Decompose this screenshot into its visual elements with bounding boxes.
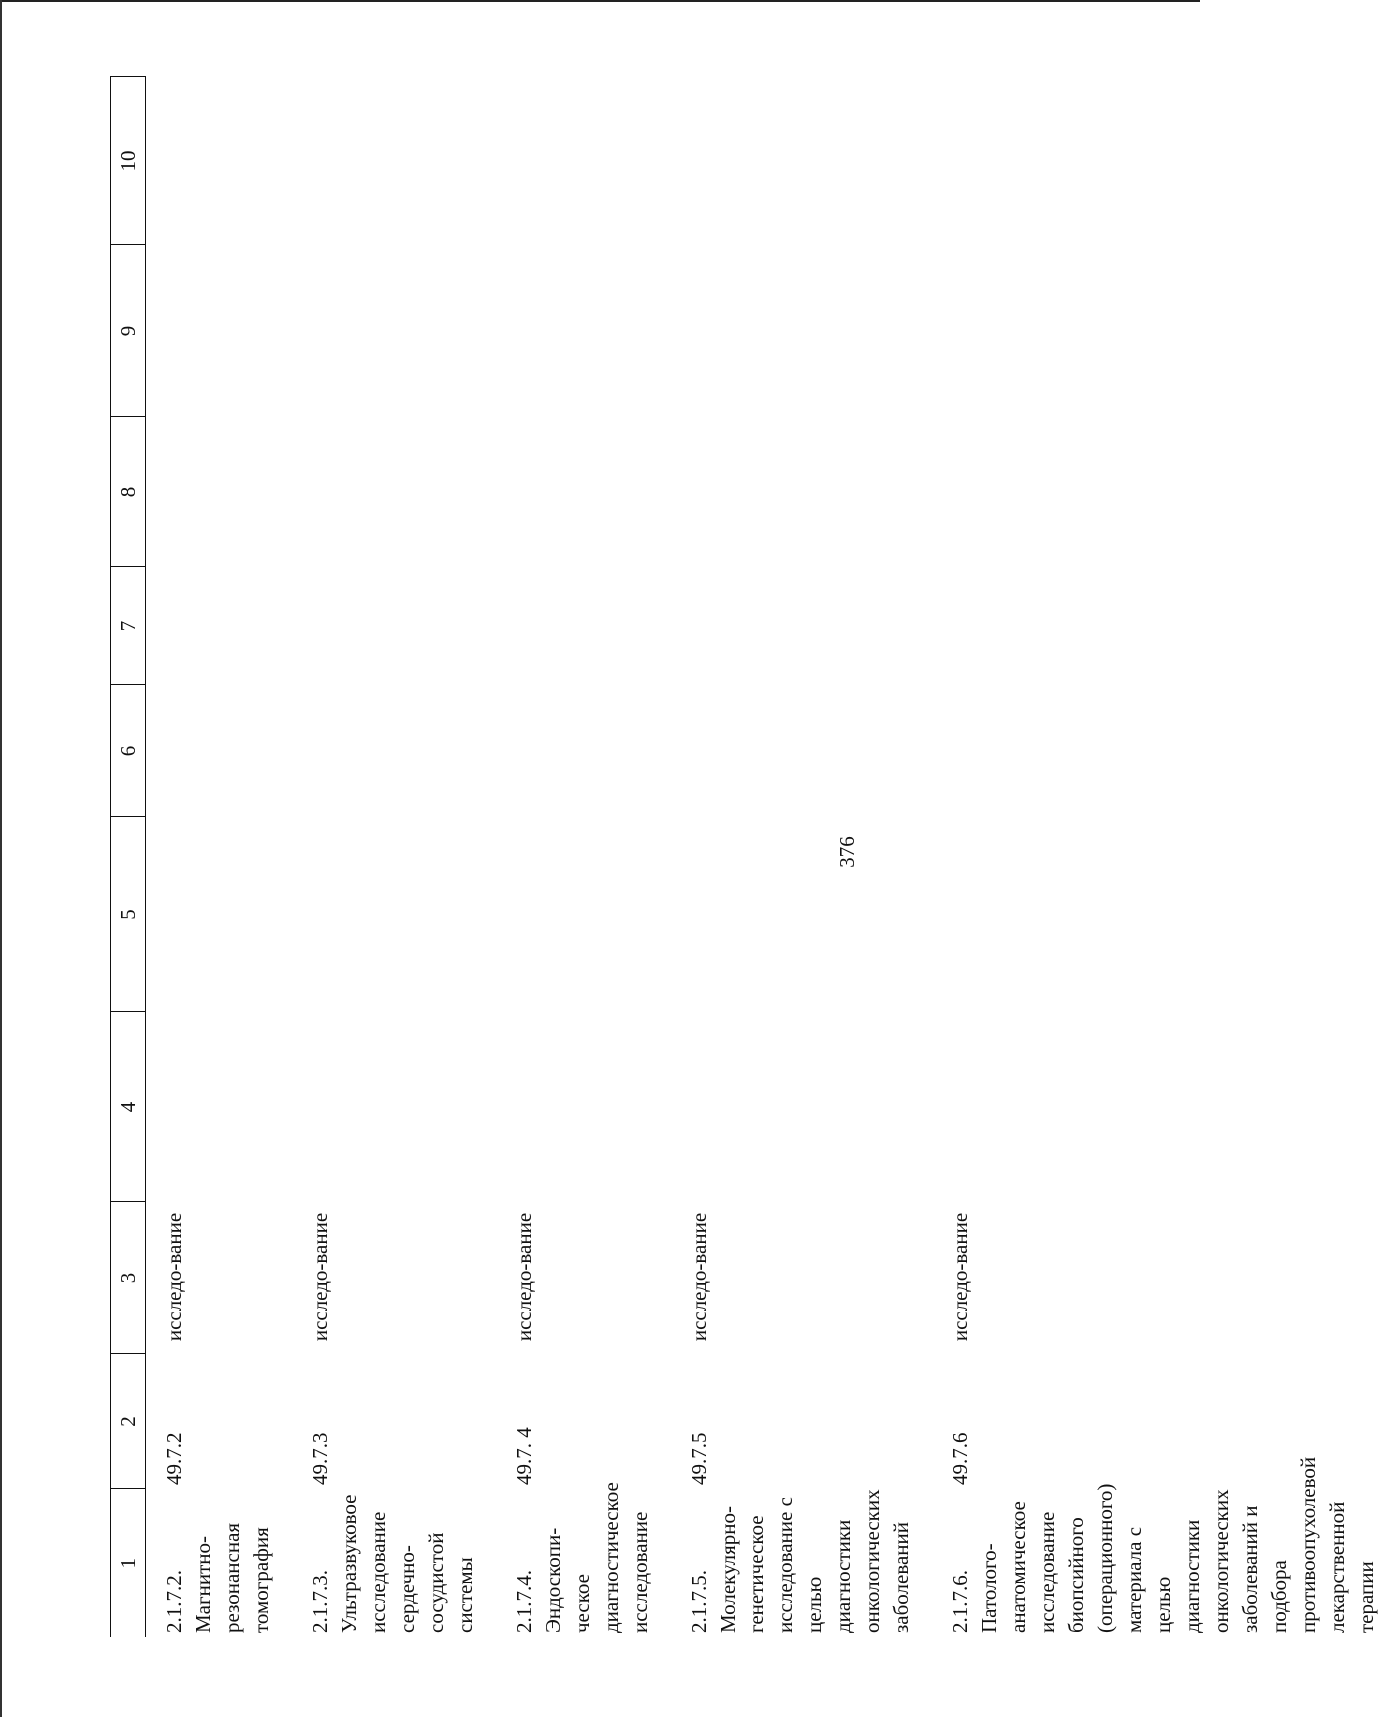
table-row [671,77,933,1637]
column-header: 6 [111,685,146,817]
row-name: 2.1.7.6. Патолого-анатомическое исследование биопсийного (операционного) материала с целью диагностики онкологических заболеваний и подбора противоопухолевой лекарственной терапии [948,1456,1378,1633]
row-code: 49.7.6 [948,1432,973,1485]
row-unit: исследо-вание [162,1212,186,1342]
column-header: 7 [111,567,146,685]
row-name: 2.1.7.2. Магнитно-резонансная томография [162,1522,273,1633]
table-row [932,77,1397,1637]
row-code: 49.7.3 [307,1432,332,1485]
row-code: 49.7.2 [162,1432,186,1485]
column-header: 5 [111,817,146,1012]
table-row [292,77,496,1637]
row-name: 2.1.7.3. Ультразвуковое исследование сердечно-сосудистой системы [307,1494,477,1633]
column-header: 8 [111,417,146,567]
column-header: 1 [111,1489,146,1637]
row-unit: исследо-вание [307,1212,332,1342]
row-unit: исследо-вание [948,1212,973,1342]
row-name: 2.1.7.5. Молекулярно-генетическое исследование с целью диагностики онкологических заболеваний [686,1489,914,1633]
row-unit: исследо-вание [511,1212,536,1342]
row-name: 2.1.7.4. Эндоскопи-ческое диагностическое исследование [511,1482,652,1633]
page-number: 376 [835,836,859,868]
row-unit: исследо-вание [686,1212,711,1342]
column-header: 10 [111,77,146,245]
document-table [110,77,1397,1638]
column-header: 3 [111,1202,146,1354]
row-code: 49.7.5 [686,1432,711,1485]
row-code: 49.7. 4 [511,1427,536,1485]
column-header: 2 [111,1354,146,1489]
table-row [146,77,292,1637]
column-header: 4 [111,1012,146,1202]
table-header-row [111,77,146,1637]
column-header: 9 [111,245,146,417]
table-row [496,77,671,1637]
